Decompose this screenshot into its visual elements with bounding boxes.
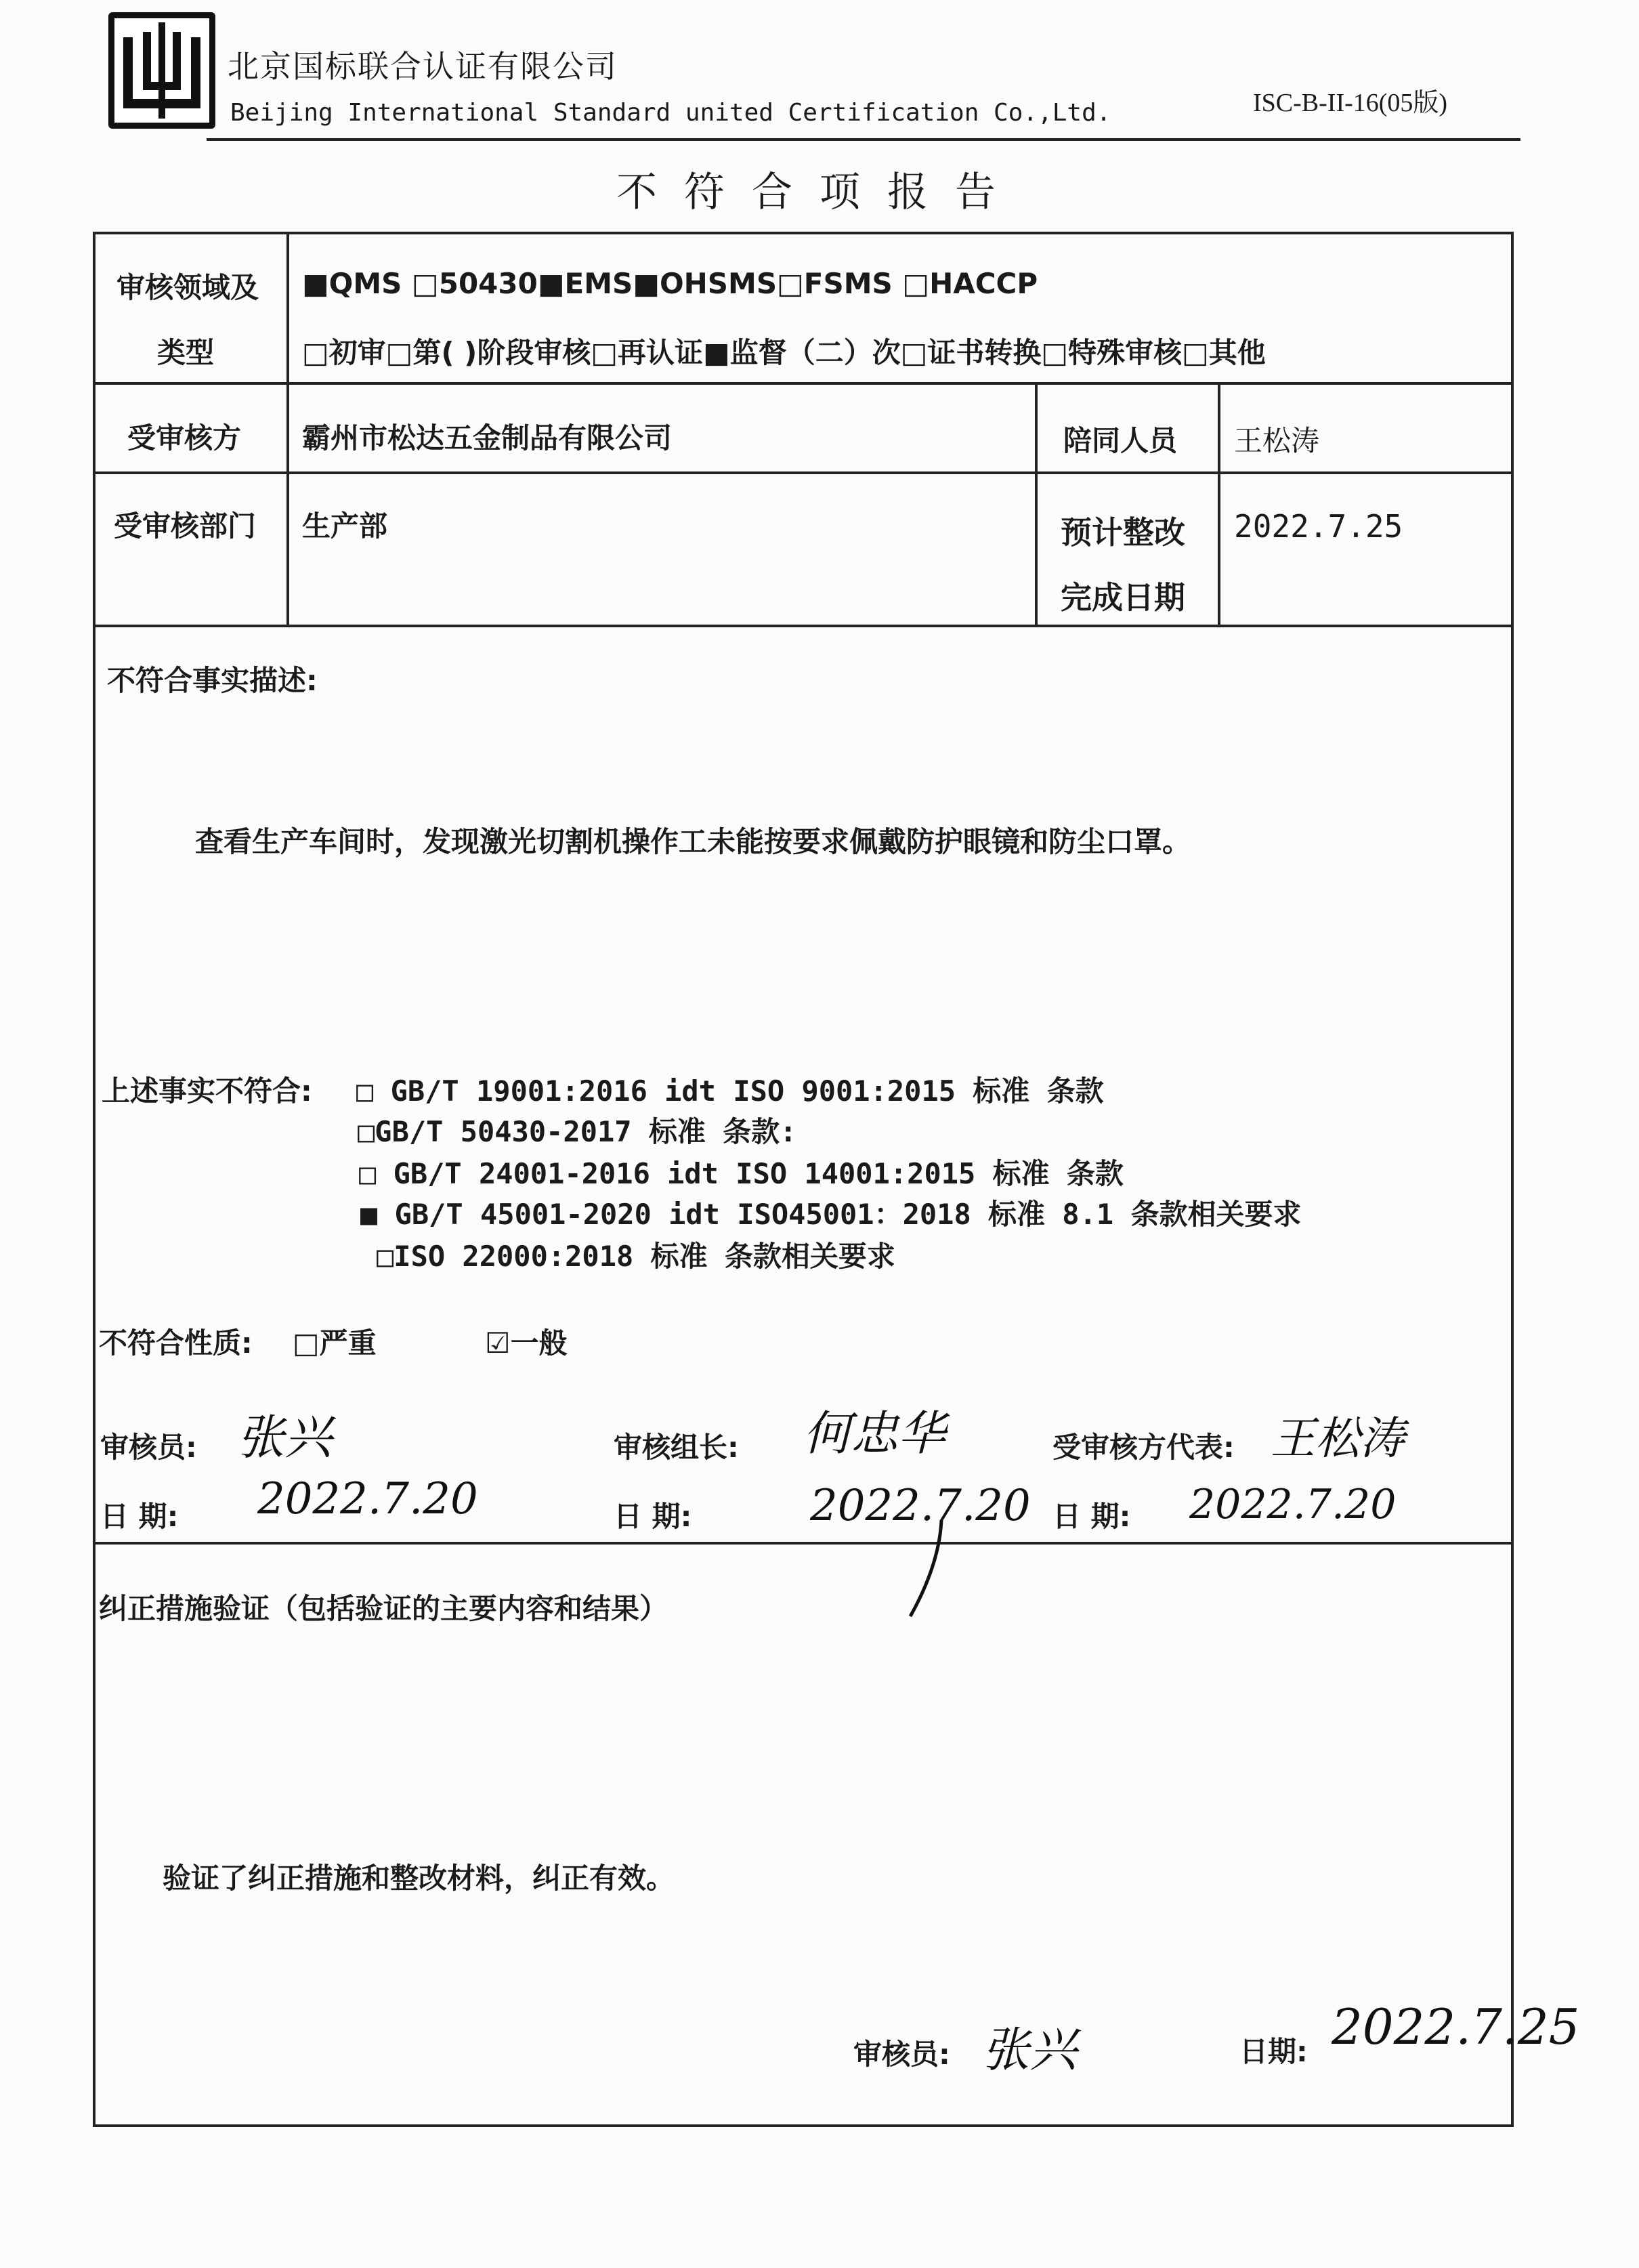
representative-date: 2022.7.20	[1189, 1481, 1397, 1528]
verification-auditor-signature: 张兴	[982, 2022, 1077, 2078]
header-rule	[207, 138, 1520, 141]
nature-general: ☑一般	[485, 1326, 568, 1360]
auditor-signature: 张兴	[237, 1410, 332, 1465]
facts-label: 不符合事实描述:	[107, 664, 318, 697]
company-logo	[108, 12, 215, 129]
standards-label: 上述事实不符合:	[102, 1074, 312, 1108]
nature-serious: □严重	[293, 1326, 377, 1360]
row-divider	[93, 471, 1514, 474]
audit-type: □初审□第( )阶段审核□再认证■监督（二）次□证书转换□特殊审核□其他	[302, 336, 1266, 369]
col-divider	[1218, 382, 1220, 625]
row-divider	[93, 382, 1514, 385]
auditor-date-label: 日 期:	[100, 1500, 179, 1533]
auditor-date: 2022.7.20	[257, 1474, 478, 1524]
verification-auditor-label: 审核员:	[853, 2038, 950, 2071]
standard-item: □GB/T 50430-2017 标准 条款:	[358, 1115, 797, 1148]
department-label: 受审核部门	[114, 509, 257, 543]
due-date-label: 预计整改	[1061, 514, 1185, 551]
auditor-label: 审核员:	[100, 1431, 197, 1464]
department-value: 生产部	[302, 509, 388, 543]
standard-item: ■ GB/T 45001-2020 idt ISO45001：2018 标准 8.1 条款相关要求	[360, 1198, 1302, 1231]
verification-date-label: 日期:	[1239, 2035, 1308, 2068]
standard-item: □ GB/T 19001:2016 idt ISO 9001:2015 标准 条款	[356, 1074, 1104, 1108]
escort-label: 陪同人员	[1063, 424, 1178, 457]
nature-label: 不符合性质:	[99, 1326, 253, 1360]
company-name-cn: 北京国标联合认证有限公司	[228, 48, 618, 85]
verification-label: 纠正措施验证（包括验证的主要内容和结果）	[99, 1592, 668, 1625]
leader-date-label: 日 期:	[614, 1500, 692, 1533]
report-title: 不符合项报告	[616, 169, 1023, 216]
leader-label: 审核组长:	[614, 1431, 739, 1464]
representative-signature: 王松涛	[1271, 1412, 1405, 1465]
logo-mark-icon	[114, 18, 209, 123]
escort-value: 王松涛	[1234, 424, 1320, 457]
due-date-value: 2022.7.25	[1234, 508, 1403, 545]
representative-label: 受审核方代表:	[1052, 1431, 1235, 1464]
verification-text: 验证了纠正措施和整改材料，纠正有效。	[163, 1862, 675, 1895]
representative-date-label: 日 期:	[1052, 1500, 1131, 1533]
leader-date: 2022.7.20	[810, 1481, 1031, 1531]
auditee-label: 受审核方	[127, 421, 242, 455]
col-divider	[286, 232, 289, 625]
auditee-value: 霸州市松达五金制品有限公司	[302, 421, 673, 455]
scope-systems: ■QMS □50430■EMS■OHSMS□FSMS □HACCP	[302, 267, 1038, 300]
form-code: ISC-B-II-16(05版)	[1253, 89, 1448, 117]
leader-signature: 何忠华	[803, 1406, 945, 1461]
signature-stroke-mark	[901, 1517, 955, 1619]
row-divider	[93, 1542, 1514, 1545]
due-date-label-2: 完成日期	[1061, 579, 1185, 616]
standard-item: □ GB/T 24001-2016 idt ISO 14001:2015 标准 条款	[359, 1157, 1124, 1190]
scope-label-type: 类型	[157, 336, 215, 369]
facts-text: 查看生产车间时，发现激光切割机操作工未能按要求佩戴防护眼镜和防尘口罩。	[195, 825, 1191, 858]
scope-label: 审核领域及	[116, 271, 259, 304]
company-name-en: Beijing International Standard united Certification Co.,Ltd.	[230, 99, 1111, 127]
col-divider	[1035, 382, 1038, 625]
standard-item: □ISO 22000:2018 标准 条款相关要求	[377, 1240, 895, 1273]
row-divider	[93, 625, 1514, 627]
verification-date: 2022.7.25	[1332, 1998, 1580, 2055]
